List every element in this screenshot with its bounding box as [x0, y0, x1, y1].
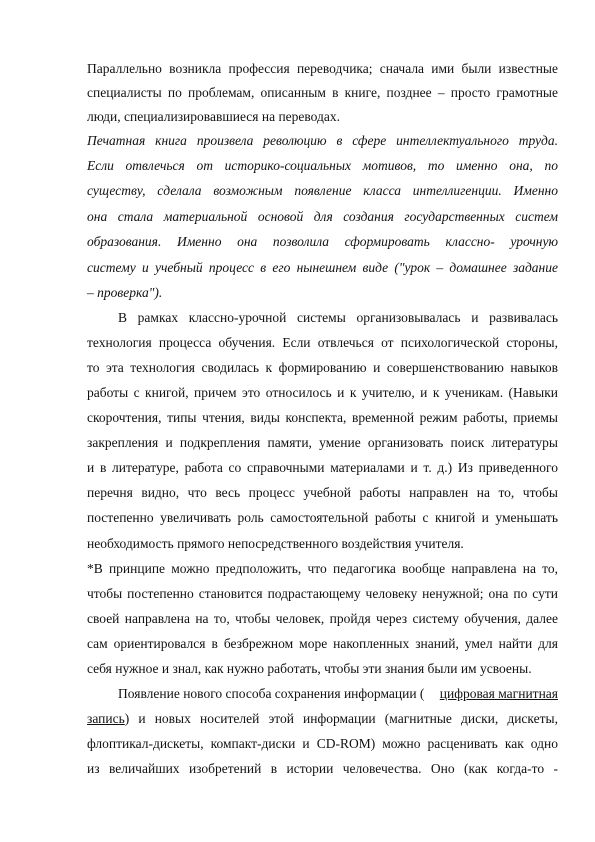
paragraph-3-line-8: перечня видно, что весь процесс учебной работы направлен на то, чтобы [87, 485, 558, 500]
paragraph-3-line-5: скорочтения, типы чтения, виды конспекта, временной режим работы, приемы [87, 410, 558, 425]
paragraph-5-line-2 [87, 711, 558, 727]
paragraph-2-line-1: Печатная книга произвела революцию в сфере интеллектуального труда. [87, 133, 558, 148]
paragraph-3-line-2: технология процесса обучения. Если отвлечься от психологической стороны, [87, 335, 558, 350]
paragraph-4-line-5: себя нужное и знал, как нужно работать, чтобы эти знания были им усвоены. [87, 661, 532, 676]
paragraph-3-line-3: то эта технология сводилась к формированию и совершенствованию навыков [87, 360, 558, 375]
paragraph-5-line-1-text: Появление нового способа сохранения информации ( [118, 686, 425, 701]
paragraph-2-line-4: она стала материальной основой для создания государственных систем [87, 209, 558, 224]
paragraph-3-line-1: В рамках классно-урочной системы организовывалась и развивалась [118, 310, 558, 325]
paragraph-3-line-7: и в литературе, работа со справочными материалами и т. д.) Из приведенного [87, 460, 558, 475]
paragraph-5-line-4: из величайших изобретений в истории человечества. Оно (как когда-то - [87, 761, 558, 776]
underlined-phrase-part-2: запись [87, 711, 125, 726]
paragraph-5-line-1 [118, 686, 558, 702]
paragraph-2-line-5: образования. Именно она позволила сформировать классно- урочную [87, 234, 558, 249]
paragraph-2-line-2: Если отвлечься от историко-социальных мотивов, то именно она, по [87, 158, 558, 173]
underlined-phrase-part-1: цифровая магнитная [439, 686, 558, 701]
paragraph-3-line-6: закрепления и подкрепления памяти, умение организовать поиск литературы [87, 435, 558, 450]
paragraph-5-line-3: флоптикал-дискеты, компакт-диски и CD-ROM) можно расценивать как одно [87, 736, 558, 751]
paragraph-3-line-9: постепенно увеличивать роль самостоятельной работы с книгой и уменьшать [87, 510, 558, 525]
paragraph-5-line-2-text: ) и новых носителей этой информации (магнитные диски, дискеты, [124, 711, 558, 726]
paragraph-1-line-1: Параллельно возникла профессия переводчика; сначала ими были известные [87, 61, 558, 76]
paragraph-2-line-3: существу, сделала возможным появление класса интеллигенции. Именно [87, 183, 558, 198]
paragraph-2-line-6: систему и учебный процесс в его нынешнем виде ("урок – домашнее задание [87, 260, 558, 275]
paragraph-3-line-4: работы с книгой, причем это относилось и к учителю, и к ученикам. (Навыки [87, 385, 558, 400]
paragraph-4-line-4: сам ориентировался в безбрежном море накопленных знаний, умел найти для [87, 636, 558, 651]
paragraph-4-line-3: своей направлена на то, чтобы человек, пройдя через систему обучения, далее [87, 611, 558, 626]
paragraph-4-line-2: чтобы постепенно становится подрастающему человеку ненужной; она по сути [87, 586, 558, 601]
paragraph-3-line-10: необходимость прямого непосредственного воздействия учителя. [87, 536, 464, 551]
paragraph-1-line-3: люди, специализировавшиеся на переводах. [87, 109, 341, 124]
paragraph-1-line-2: специалисты по проблемам, описанным в книге, позднее – просто грамотные [87, 85, 558, 100]
paragraph-4-line-1: *В принципе можно предположить, что педагогика вообще направлена на то, [87, 561, 558, 576]
paragraph-2-line-7: – проверка"). [87, 285, 163, 300]
